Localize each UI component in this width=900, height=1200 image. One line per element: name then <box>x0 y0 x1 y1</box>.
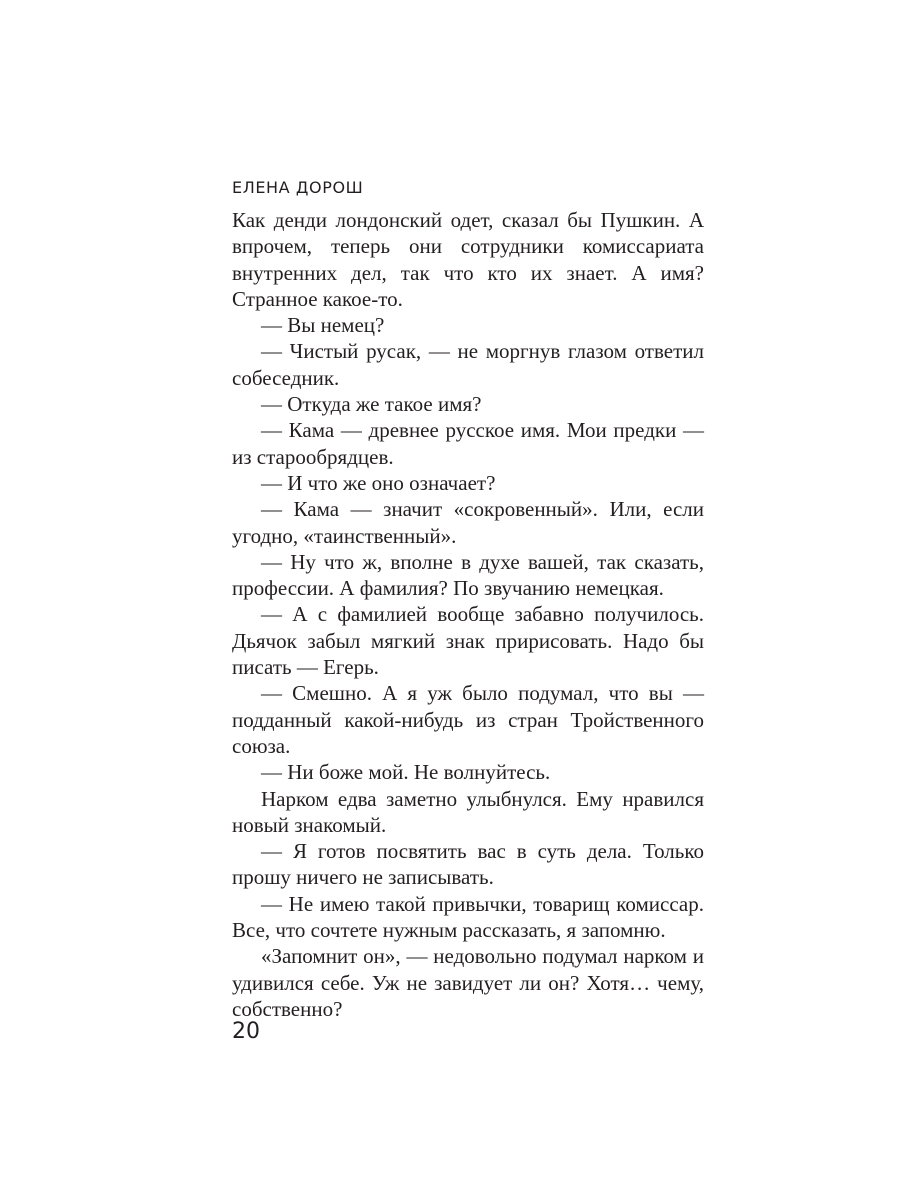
paragraph: «Запомнит он», — недовольно подумал нарком и удивился себе. Уж не завидует ли он? Хотя… чему, собственно? <box>232 944 704 1021</box>
paragraph: — Я готов посвятить вас в суть дела. Только прошу ничего не записывать. <box>232 839 704 890</box>
paragraph: — Вы немец? <box>261 313 385 338</box>
paragraph: — А с фамилией вообще забавно получилось. Дьячок забыл мягкий знак пририсовать. Надо бы писать — Егерь. <box>232 602 704 680</box>
paragraph: — Ну что ж, вполне в духе вашей, так сказать, профессии. А фамилия? По звучанию немецкая. <box>232 549 704 601</box>
body-text <box>232 207 704 1022</box>
paragraph: — Чистый русак, — не моргнув глазом ответил собеседник. <box>232 339 704 390</box>
paragraph: — Ни боже мой. Не волнуйтесь. <box>261 760 551 785</box>
paragraph: — Кама — древнее русское имя. Мои предки — из старообрядцев. <box>232 418 704 469</box>
paragraph: — И что же оно означает? <box>261 470 496 495</box>
page-number: 20 <box>232 1019 260 1044</box>
running-header-author: ЕЛЕНА ДОРОШ <box>232 178 364 197</box>
paragraph: — Кама — значит «сокровенный». Или, если угодно, «таинственный». <box>232 497 704 548</box>
paragraph: — Не имею такой привычки, товарищ комиссар. Все, что сочтете нужным рассказать, я запомню. <box>232 891 704 943</box>
paragraph: — Смешно. А я уж было подумал, что вы — подданный какой-нибудь из стран Тройственного союза. <box>232 681 704 758</box>
paragraph: Как денди лондонский одет, сказал бы Пушкин. А впрочем, теперь они сотрудники комиссариата внутренних дел, так что кто их знает. А имя? Странное какое-то. <box>232 208 704 311</box>
paragraph: Нарком едва заметно улыбнулся. Ему нравился новый знакомый. <box>232 786 704 837</box>
paragraph: — Откуда же такое имя? <box>261 392 482 417</box>
